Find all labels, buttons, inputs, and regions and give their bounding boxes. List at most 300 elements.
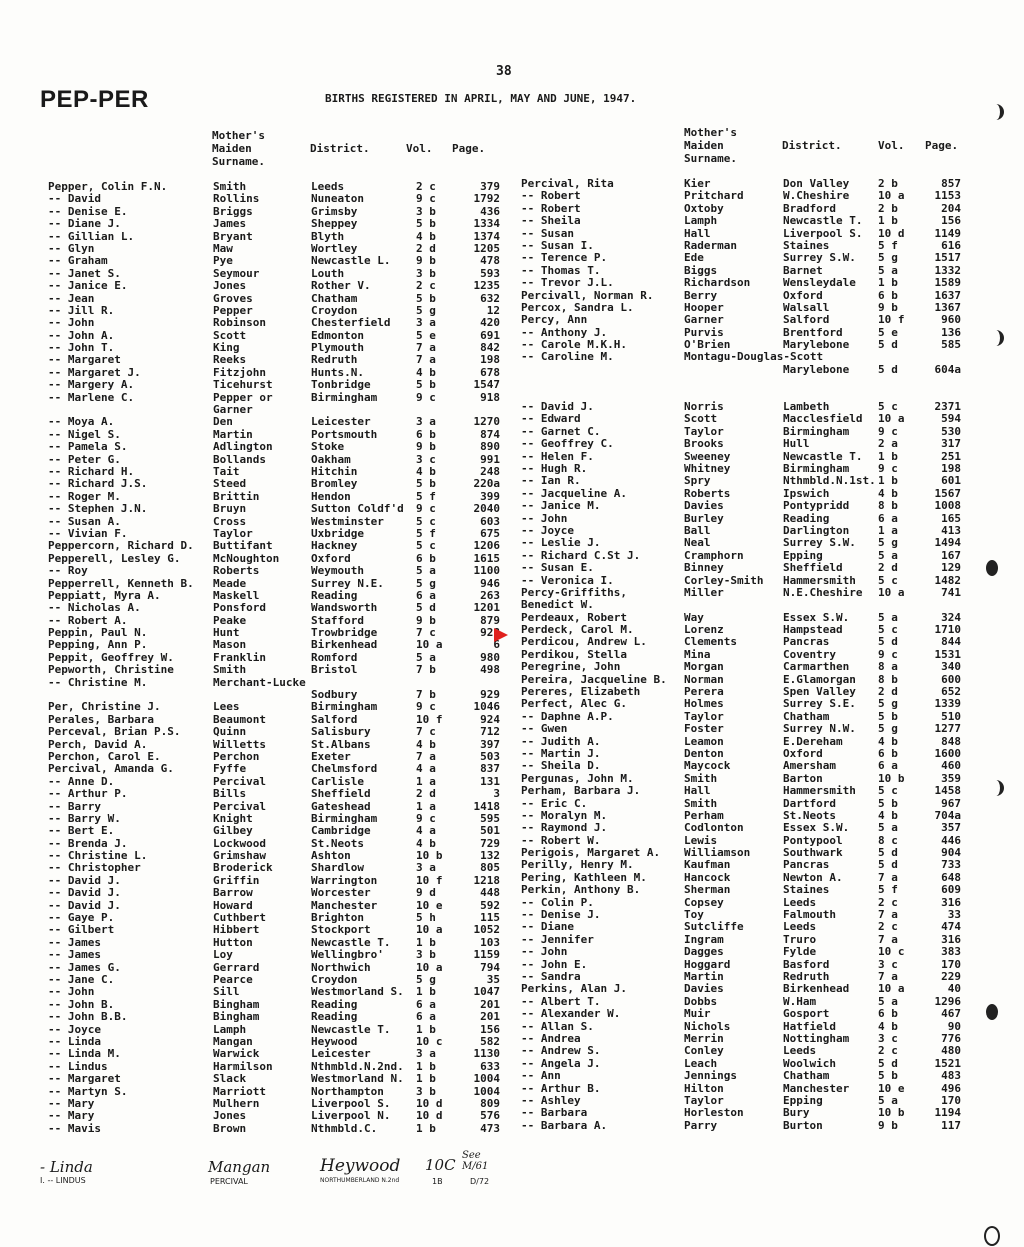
entry-name: -- Brenda J. bbox=[48, 836, 128, 850]
entry-mother-surname: Fyffe bbox=[213, 762, 247, 776]
entry-mother-surname: Percival bbox=[213, 774, 266, 788]
entry-name: Pepworth, Christine bbox=[48, 663, 174, 677]
entry-volume: 8 b bbox=[878, 499, 898, 513]
entry-page: 712 bbox=[480, 725, 500, 739]
entry-volume: 10 a bbox=[878, 585, 905, 599]
entry-district: Liverpool S. bbox=[783, 226, 863, 240]
entry-mother-surname: Leamon bbox=[684, 734, 724, 748]
entry-mother-surname: Merchant-Lucke bbox=[213, 675, 306, 689]
entry-district: Leeds bbox=[311, 180, 345, 193]
entry-volume: 6 a bbox=[416, 997, 436, 1011]
entry-district: Truro bbox=[783, 932, 817, 946]
entry-row bbox=[48, 317, 498, 329]
entry-volume: 5 b bbox=[878, 709, 898, 723]
entry-page: 474 bbox=[941, 920, 961, 934]
entry-mother-surname: Hooper bbox=[684, 300, 724, 314]
entry-district: Heywood bbox=[311, 1034, 358, 1048]
entry-district: Birmingham bbox=[783, 424, 850, 438]
entry-district: Woolwich bbox=[783, 1056, 836, 1070]
entry-name: -- Gwen bbox=[521, 722, 568, 736]
entry-district: Walsall bbox=[783, 300, 830, 314]
entry-volume: 3 b bbox=[416, 204, 436, 218]
entry-volume: 8 b bbox=[878, 672, 898, 686]
entry-district: Birkenhead bbox=[311, 638, 378, 652]
entry-volume: 5 d bbox=[878, 858, 898, 872]
entry-page: 6 bbox=[493, 638, 500, 652]
entry-volume: 1 b bbox=[878, 474, 898, 488]
entry-volume: 7 a bbox=[416, 749, 436, 763]
entry-name: -- James G. bbox=[48, 960, 121, 974]
entry-district: Marylebone bbox=[783, 338, 850, 352]
entry-page: 633 bbox=[480, 1059, 500, 1073]
entry-page: 924 bbox=[480, 712, 500, 726]
entry-district: Sheppey bbox=[311, 217, 358, 231]
entry-name: -- Hugh R. bbox=[521, 461, 588, 475]
entry-page: 600 bbox=[941, 672, 961, 686]
entry-name: Perchon, Carol E. bbox=[48, 749, 161, 763]
entry-mother-surname: Bingham bbox=[213, 997, 260, 1011]
entry-volume: 5 f bbox=[416, 526, 436, 540]
entry-row bbox=[48, 1011, 498, 1023]
entry-volume: 5 e bbox=[878, 325, 898, 339]
entry-district: Hull bbox=[783, 437, 810, 451]
entry-volume: 10 c bbox=[416, 1034, 443, 1048]
entry-mother-surname: Adlington bbox=[213, 440, 273, 454]
entry-page: 2371 bbox=[934, 400, 961, 414]
entry-mother-surname: Pepper bbox=[213, 303, 253, 317]
entry-volume: 5 a bbox=[878, 263, 898, 277]
entry-name: -- Janice E. bbox=[48, 279, 128, 293]
entry-district: Oxford bbox=[783, 288, 823, 302]
entry-district: Sutton Coldf'd bbox=[311, 502, 404, 516]
entry-page: 809 bbox=[480, 1096, 500, 1110]
entry-volume: 4 b bbox=[878, 808, 898, 822]
entry-mother-surname: Brown bbox=[213, 1121, 247, 1135]
entry-district: Sodbury bbox=[311, 688, 358, 702]
binding-hole-mark-icon bbox=[986, 1004, 998, 1020]
page-number: 38 bbox=[496, 64, 512, 79]
entry-page: 446 bbox=[941, 833, 961, 847]
entry-row bbox=[521, 983, 971, 995]
entry-district: Wensleydale bbox=[783, 276, 856, 290]
entry-name: -- Linda bbox=[48, 1034, 101, 1048]
entry-district: Wellingbro' bbox=[311, 948, 384, 962]
entry-volume: 1 b bbox=[878, 214, 898, 228]
entry-page: 170 bbox=[941, 1093, 961, 1107]
entry-mother-surname: Binney bbox=[684, 561, 724, 575]
page-title: PEP-PER bbox=[40, 86, 149, 113]
entry-name: Perilly, Henry M. bbox=[521, 858, 634, 872]
entry-page: 473 bbox=[480, 1121, 500, 1135]
entry-district: Brentford bbox=[783, 325, 843, 339]
entry-district: Leicester bbox=[311, 415, 371, 429]
entry-volume: 5 d bbox=[878, 338, 898, 352]
entry-district: Newcastle T. bbox=[311, 935, 391, 949]
entry-page: 167 bbox=[941, 548, 961, 562]
entry-mother-surname: Maw bbox=[213, 241, 233, 255]
entry-page: 874 bbox=[480, 427, 500, 441]
entry-district: Birmingham bbox=[311, 700, 378, 714]
entry-district: Warrington bbox=[311, 873, 378, 887]
entry-volume: 5 g bbox=[878, 697, 898, 711]
entry-page: 436 bbox=[480, 204, 500, 218]
entry-page: 483 bbox=[941, 1069, 961, 1083]
entry-page: 324 bbox=[941, 610, 961, 624]
entry-mother-surname: Burley bbox=[684, 511, 724, 525]
entry-name: Percivall, Norman R. bbox=[521, 288, 654, 302]
entry-volume: 10 b bbox=[416, 849, 443, 863]
entry-name: -- Christine L. bbox=[48, 849, 148, 863]
entry-row bbox=[48, 503, 498, 515]
entry-district: Chatham bbox=[311, 291, 358, 305]
entry-mother-surname: Beaumont bbox=[213, 712, 266, 726]
entry-district: Newcastle T. bbox=[783, 449, 863, 463]
entry-volume: 2 a bbox=[878, 437, 898, 451]
entry-volume: 5 a bbox=[416, 564, 436, 578]
entry-name: Perkins, Alan J. bbox=[521, 982, 627, 996]
binding-hole-mark-icon bbox=[984, 1226, 1000, 1246]
entry-volume: 5 a bbox=[878, 548, 898, 562]
entry-mother-surname: Dagges bbox=[684, 945, 724, 959]
entry-district: Reading bbox=[311, 997, 358, 1011]
entry-name: -- Margaret bbox=[48, 353, 121, 367]
entry-district: Chatham bbox=[783, 709, 830, 723]
entry-name: -- Margaret bbox=[48, 1072, 121, 1086]
entry-mother-surname: Lewis bbox=[684, 833, 718, 847]
entry-name: -- Jennifer bbox=[521, 932, 594, 946]
left-entries-column bbox=[48, 181, 498, 1135]
entry-district: Wortley bbox=[311, 241, 358, 255]
entry-volume: 7 c bbox=[416, 626, 436, 640]
entry-page: 201 bbox=[480, 997, 500, 1011]
entry-row bbox=[48, 949, 498, 961]
entry-mother-surname: James bbox=[213, 217, 247, 231]
entry-district: Burton bbox=[783, 1118, 823, 1132]
entry-mother-surname: Mason bbox=[213, 638, 247, 652]
entry-page: 383 bbox=[941, 945, 961, 959]
entry-volume: 5 c bbox=[878, 573, 898, 587]
entry-page: 496 bbox=[941, 1081, 961, 1095]
entry-mother-surname: Kaufman bbox=[684, 858, 731, 872]
entry-row bbox=[521, 413, 971, 425]
entry-row bbox=[521, 537, 971, 549]
entry-district: Hackney bbox=[311, 539, 358, 553]
entry-name: Perdikou, Stella bbox=[521, 647, 627, 661]
entry-volume: 8 c bbox=[878, 833, 898, 847]
entry-name: -- James bbox=[48, 935, 101, 949]
entry-page: 918 bbox=[480, 390, 500, 404]
entry-row bbox=[48, 602, 498, 614]
entry-page: 857 bbox=[941, 177, 961, 190]
entry-mother-surname: Perchon bbox=[213, 749, 260, 763]
entry-page: 1206 bbox=[473, 539, 500, 553]
entry-name: Perch, David A. bbox=[48, 737, 148, 751]
entry-page: 90 bbox=[947, 1019, 961, 1033]
entry-district: Brighton bbox=[311, 911, 364, 925]
entry-volume: 9 c bbox=[416, 390, 436, 404]
entry-page: 1792 bbox=[473, 192, 500, 206]
entry-district: Worcester bbox=[311, 886, 371, 900]
entry-mother-surname: Loy bbox=[213, 948, 233, 962]
entry-district: Southwark bbox=[783, 846, 843, 860]
entry-page: 1710 bbox=[934, 623, 961, 637]
entry-district: Macclesfield bbox=[783, 412, 863, 426]
entry-name: -- Helen F. bbox=[521, 449, 594, 463]
entry-volume: 2 d bbox=[878, 561, 898, 575]
entry-volume: 5 b bbox=[416, 378, 436, 392]
entry-name: Pereira, Jacqueline B. bbox=[521, 672, 667, 686]
entry-page: 794 bbox=[480, 960, 500, 974]
entry-row bbox=[48, 416, 498, 428]
entry-mother-surname: Jones bbox=[213, 279, 247, 293]
entry-row bbox=[48, 478, 498, 490]
entry-page: 1339 bbox=[934, 697, 961, 711]
entry-name: -- Richard J.S. bbox=[48, 477, 148, 491]
entry-page: 1004 bbox=[473, 1072, 500, 1086]
binding-hole-mark-icon bbox=[988, 330, 1004, 346]
entry-district: Northampton bbox=[311, 1084, 384, 1098]
entry-page: 842 bbox=[480, 341, 500, 355]
entry-name: -- David J. bbox=[521, 400, 594, 414]
entry-mother-surname: Hancock bbox=[684, 870, 731, 884]
entry-district: Edmonton bbox=[311, 328, 364, 342]
entry-mother-surname: Pepper or bbox=[213, 390, 273, 404]
entry-mother-surname: Mina bbox=[684, 647, 711, 661]
entry-name: Peppin, Paul N. bbox=[48, 626, 148, 640]
entry-district: Gateshead bbox=[311, 799, 371, 813]
entry-mother-surname: Parry bbox=[684, 1118, 718, 1132]
entry-district: St.Albans bbox=[311, 737, 371, 751]
entry-row bbox=[521, 562, 971, 574]
entry-district: Reading bbox=[783, 511, 830, 525]
entry-volume: 4 b bbox=[878, 486, 898, 500]
entry-district: Hunts.N. bbox=[311, 365, 364, 379]
entry-mother-surname: Hilton bbox=[684, 1081, 724, 1095]
entry-page: 601 bbox=[941, 474, 961, 488]
entry-name: -- John B.B. bbox=[48, 1010, 128, 1024]
handwritten-vol: 10C bbox=[425, 1156, 456, 1174]
entry-mother-surname: Ingram bbox=[684, 932, 724, 946]
entry-name: -- Robert bbox=[521, 189, 581, 203]
entry-volume: 7 b bbox=[416, 688, 436, 702]
entry-volume: 4 b bbox=[878, 734, 898, 748]
entry-mother-surname: Steed bbox=[213, 477, 247, 491]
entry-district: Ashton bbox=[311, 849, 351, 863]
entry-volume: 3 b bbox=[416, 1084, 436, 1098]
entry-page: 1130 bbox=[473, 1047, 500, 1061]
entry-volume: 9 b bbox=[416, 613, 436, 627]
entry-mother-surname: Muir bbox=[684, 1007, 711, 1021]
entry-volume: 7 c bbox=[416, 725, 436, 739]
entry-page: 1494 bbox=[934, 536, 961, 550]
entry-name: -- Jill R. bbox=[48, 303, 115, 317]
entry-name: -- Barry bbox=[48, 799, 101, 813]
entry-page: 1418 bbox=[473, 799, 500, 813]
entry-volume: 6 a bbox=[878, 759, 898, 773]
entry-page: 117 bbox=[941, 1118, 961, 1132]
entry-page: 609 bbox=[941, 883, 961, 897]
entry-mother-surname: Codlonton bbox=[684, 821, 744, 835]
entry-name: -- Colin P. bbox=[521, 895, 594, 909]
entry-mother-surname: Hoggard bbox=[684, 957, 731, 971]
entry-district: Leeds bbox=[783, 1044, 817, 1058]
entry-district: Hammersmith bbox=[783, 784, 856, 798]
entry-mother-surname: Neal bbox=[684, 536, 711, 550]
entry-district: Stoke bbox=[311, 440, 345, 454]
entry-district: Louth bbox=[311, 266, 345, 280]
entry-page: 136 bbox=[941, 325, 961, 339]
entry-district: Barnet bbox=[783, 263, 823, 277]
entry-row bbox=[48, 924, 498, 936]
entry-name: -- Anthony J. bbox=[521, 325, 608, 339]
entry-name: Percival, Rita bbox=[521, 177, 614, 190]
entry-name: Perceval, Brian P.S. bbox=[48, 725, 181, 739]
entry-district: Salisbury bbox=[311, 725, 371, 739]
entry-page: 991 bbox=[480, 452, 500, 466]
entry-name: -- David bbox=[48, 192, 101, 206]
entry-row bbox=[48, 664, 498, 676]
entry-row bbox=[48, 825, 498, 837]
entry-district: Manchester bbox=[311, 898, 378, 912]
entry-name: -- Christopher bbox=[48, 861, 141, 875]
entry-page: 1205 bbox=[473, 241, 500, 255]
entry-page: 503 bbox=[480, 749, 500, 763]
entry-page: 648 bbox=[941, 870, 961, 884]
entry-page: 40 bbox=[947, 982, 961, 996]
entry-volume: 9 c bbox=[416, 700, 436, 714]
entry-name: -- Ian R. bbox=[521, 474, 581, 488]
entry-page: 198 bbox=[480, 353, 500, 367]
entry-name: -- Jean bbox=[48, 291, 95, 305]
entry-mother-surname: Berry bbox=[684, 288, 718, 302]
entry-district: Nthmbld.C. bbox=[311, 1121, 378, 1135]
right-header-mother: Mother's Maiden Surname. bbox=[684, 126, 737, 165]
entry-volume: 2 b bbox=[878, 177, 898, 190]
entry-mother-surname: Mulhern bbox=[213, 1096, 260, 1110]
left-header-mother: Mother's Maiden Surname. bbox=[212, 129, 265, 168]
entry-mother-surname: Richardson bbox=[684, 276, 751, 290]
entry-mother-surname: Davies bbox=[684, 499, 724, 513]
entry-name: -- John bbox=[48, 985, 95, 999]
entry-page: 675 bbox=[480, 526, 500, 540]
entry-volume: 4 b bbox=[416, 836, 436, 850]
entry-page: 1600 bbox=[934, 746, 961, 760]
entry-mother-surname: Ball bbox=[684, 523, 711, 537]
entry-page: 3 bbox=[493, 787, 500, 801]
entry-district: Croydon bbox=[311, 303, 358, 317]
entry-name: -- Garnet C. bbox=[521, 424, 601, 438]
entry-name: -- Mary bbox=[48, 1109, 95, 1123]
entry-page: 467 bbox=[941, 1007, 961, 1021]
entry-row bbox=[521, 1045, 971, 1057]
entry-district: Manchester bbox=[783, 1081, 850, 1095]
entry-row bbox=[521, 475, 971, 487]
entry-name: -- Geoffrey C. bbox=[521, 437, 614, 451]
entry-row bbox=[48, 1110, 498, 1122]
entry-district: Marylebone bbox=[783, 362, 850, 376]
entry-row bbox=[521, 636, 971, 648]
entry-name: -- Albert T. bbox=[521, 994, 601, 1008]
entry-mother-surname: Roberts bbox=[213, 564, 260, 578]
entry-mother-surname: Norman bbox=[684, 672, 724, 686]
entry-name: -- John bbox=[48, 316, 95, 330]
entry-mother-surname: Raderman bbox=[684, 238, 737, 252]
entry-page: 156 bbox=[941, 214, 961, 228]
entry-mother-surname: Clements bbox=[684, 635, 737, 649]
entry-district: Newcastle T. bbox=[783, 214, 863, 228]
entry-page: 603 bbox=[480, 514, 500, 528]
entry-page: 837 bbox=[480, 762, 500, 776]
entry-page: 1047 bbox=[473, 985, 500, 999]
handwritten-page-2: D/72 bbox=[470, 1177, 490, 1186]
entry-volume: 10 a bbox=[878, 412, 905, 426]
entry-mother-surname: Brittin bbox=[213, 489, 260, 503]
entry-row bbox=[48, 788, 498, 800]
entry-row bbox=[521, 723, 971, 735]
handwritten-mother-2: PERCIVAL bbox=[210, 1177, 248, 1186]
entry-volume: 10 d bbox=[416, 1109, 443, 1123]
entry-volume: 5 a bbox=[878, 1093, 898, 1107]
entry-mother-surname: Bryant bbox=[213, 229, 253, 243]
entry-mother-surname: Taylor bbox=[684, 709, 724, 723]
entry-name: -- Arthur P. bbox=[48, 787, 128, 801]
entry-district: Trowbridge bbox=[311, 626, 378, 640]
entry-name: -- Jacqueline A. bbox=[521, 486, 627, 500]
entry-name: -- Barbara A. bbox=[521, 1118, 608, 1132]
entry-page: 848 bbox=[941, 734, 961, 748]
entry-district: Dartford bbox=[783, 796, 836, 810]
entry-mother-surname: Nichols bbox=[684, 1019, 731, 1033]
entry-mother-surname: Denton bbox=[684, 746, 724, 760]
entry-volume: 2 c bbox=[878, 1044, 898, 1058]
handwritten-page: See M/61 bbox=[462, 1150, 489, 1172]
entry-name: Percival, Amanda G. bbox=[48, 762, 174, 776]
entry-volume: 5 f bbox=[878, 238, 898, 252]
entry-name: Perkin, Anthony B. bbox=[521, 883, 641, 897]
entry-district: Cambridge bbox=[311, 824, 371, 838]
entry-name: -- Denise J. bbox=[521, 908, 601, 922]
entry-row bbox=[521, 1058, 971, 1070]
entry-district: Birkenhead bbox=[783, 982, 850, 996]
right-entries-column bbox=[521, 178, 971, 1132]
entry-row bbox=[521, 1083, 971, 1095]
entry-page: 379 bbox=[480, 180, 500, 193]
entry-district: Redruth bbox=[311, 353, 358, 367]
entry-volume: 2 c bbox=[416, 279, 436, 293]
entry-mother-surname: Griffin bbox=[213, 873, 260, 887]
entry-name: -- Daphne A.P. bbox=[521, 709, 614, 723]
entry-name: -- Richard C.St J. bbox=[521, 548, 641, 562]
entry-mother-surname: Toy bbox=[684, 908, 704, 922]
entry-page: 632 bbox=[480, 291, 500, 305]
entry-row bbox=[521, 959, 971, 971]
right-header-vol: Vol. bbox=[878, 139, 905, 152]
entry-mother-surname: Smith bbox=[684, 796, 718, 810]
entry-row bbox=[521, 946, 971, 958]
entry-name: -- James bbox=[48, 948, 101, 962]
entry-volume: 9 c bbox=[878, 461, 898, 475]
entry-page: 35 bbox=[486, 973, 500, 986]
entry-mother-surname: Smith bbox=[684, 771, 718, 785]
entry-name: -- Christine M. bbox=[48, 675, 148, 689]
entry-name: -- Moya A. bbox=[48, 415, 115, 429]
entry-row bbox=[521, 785, 971, 797]
entry-mother-surname: Bollands bbox=[213, 452, 266, 466]
entry-volume: 1 b bbox=[878, 276, 898, 290]
entry-name: Pepping, Ann P. bbox=[48, 638, 148, 652]
entry-page: 1482 bbox=[934, 573, 961, 587]
entry-row bbox=[48, 887, 498, 899]
